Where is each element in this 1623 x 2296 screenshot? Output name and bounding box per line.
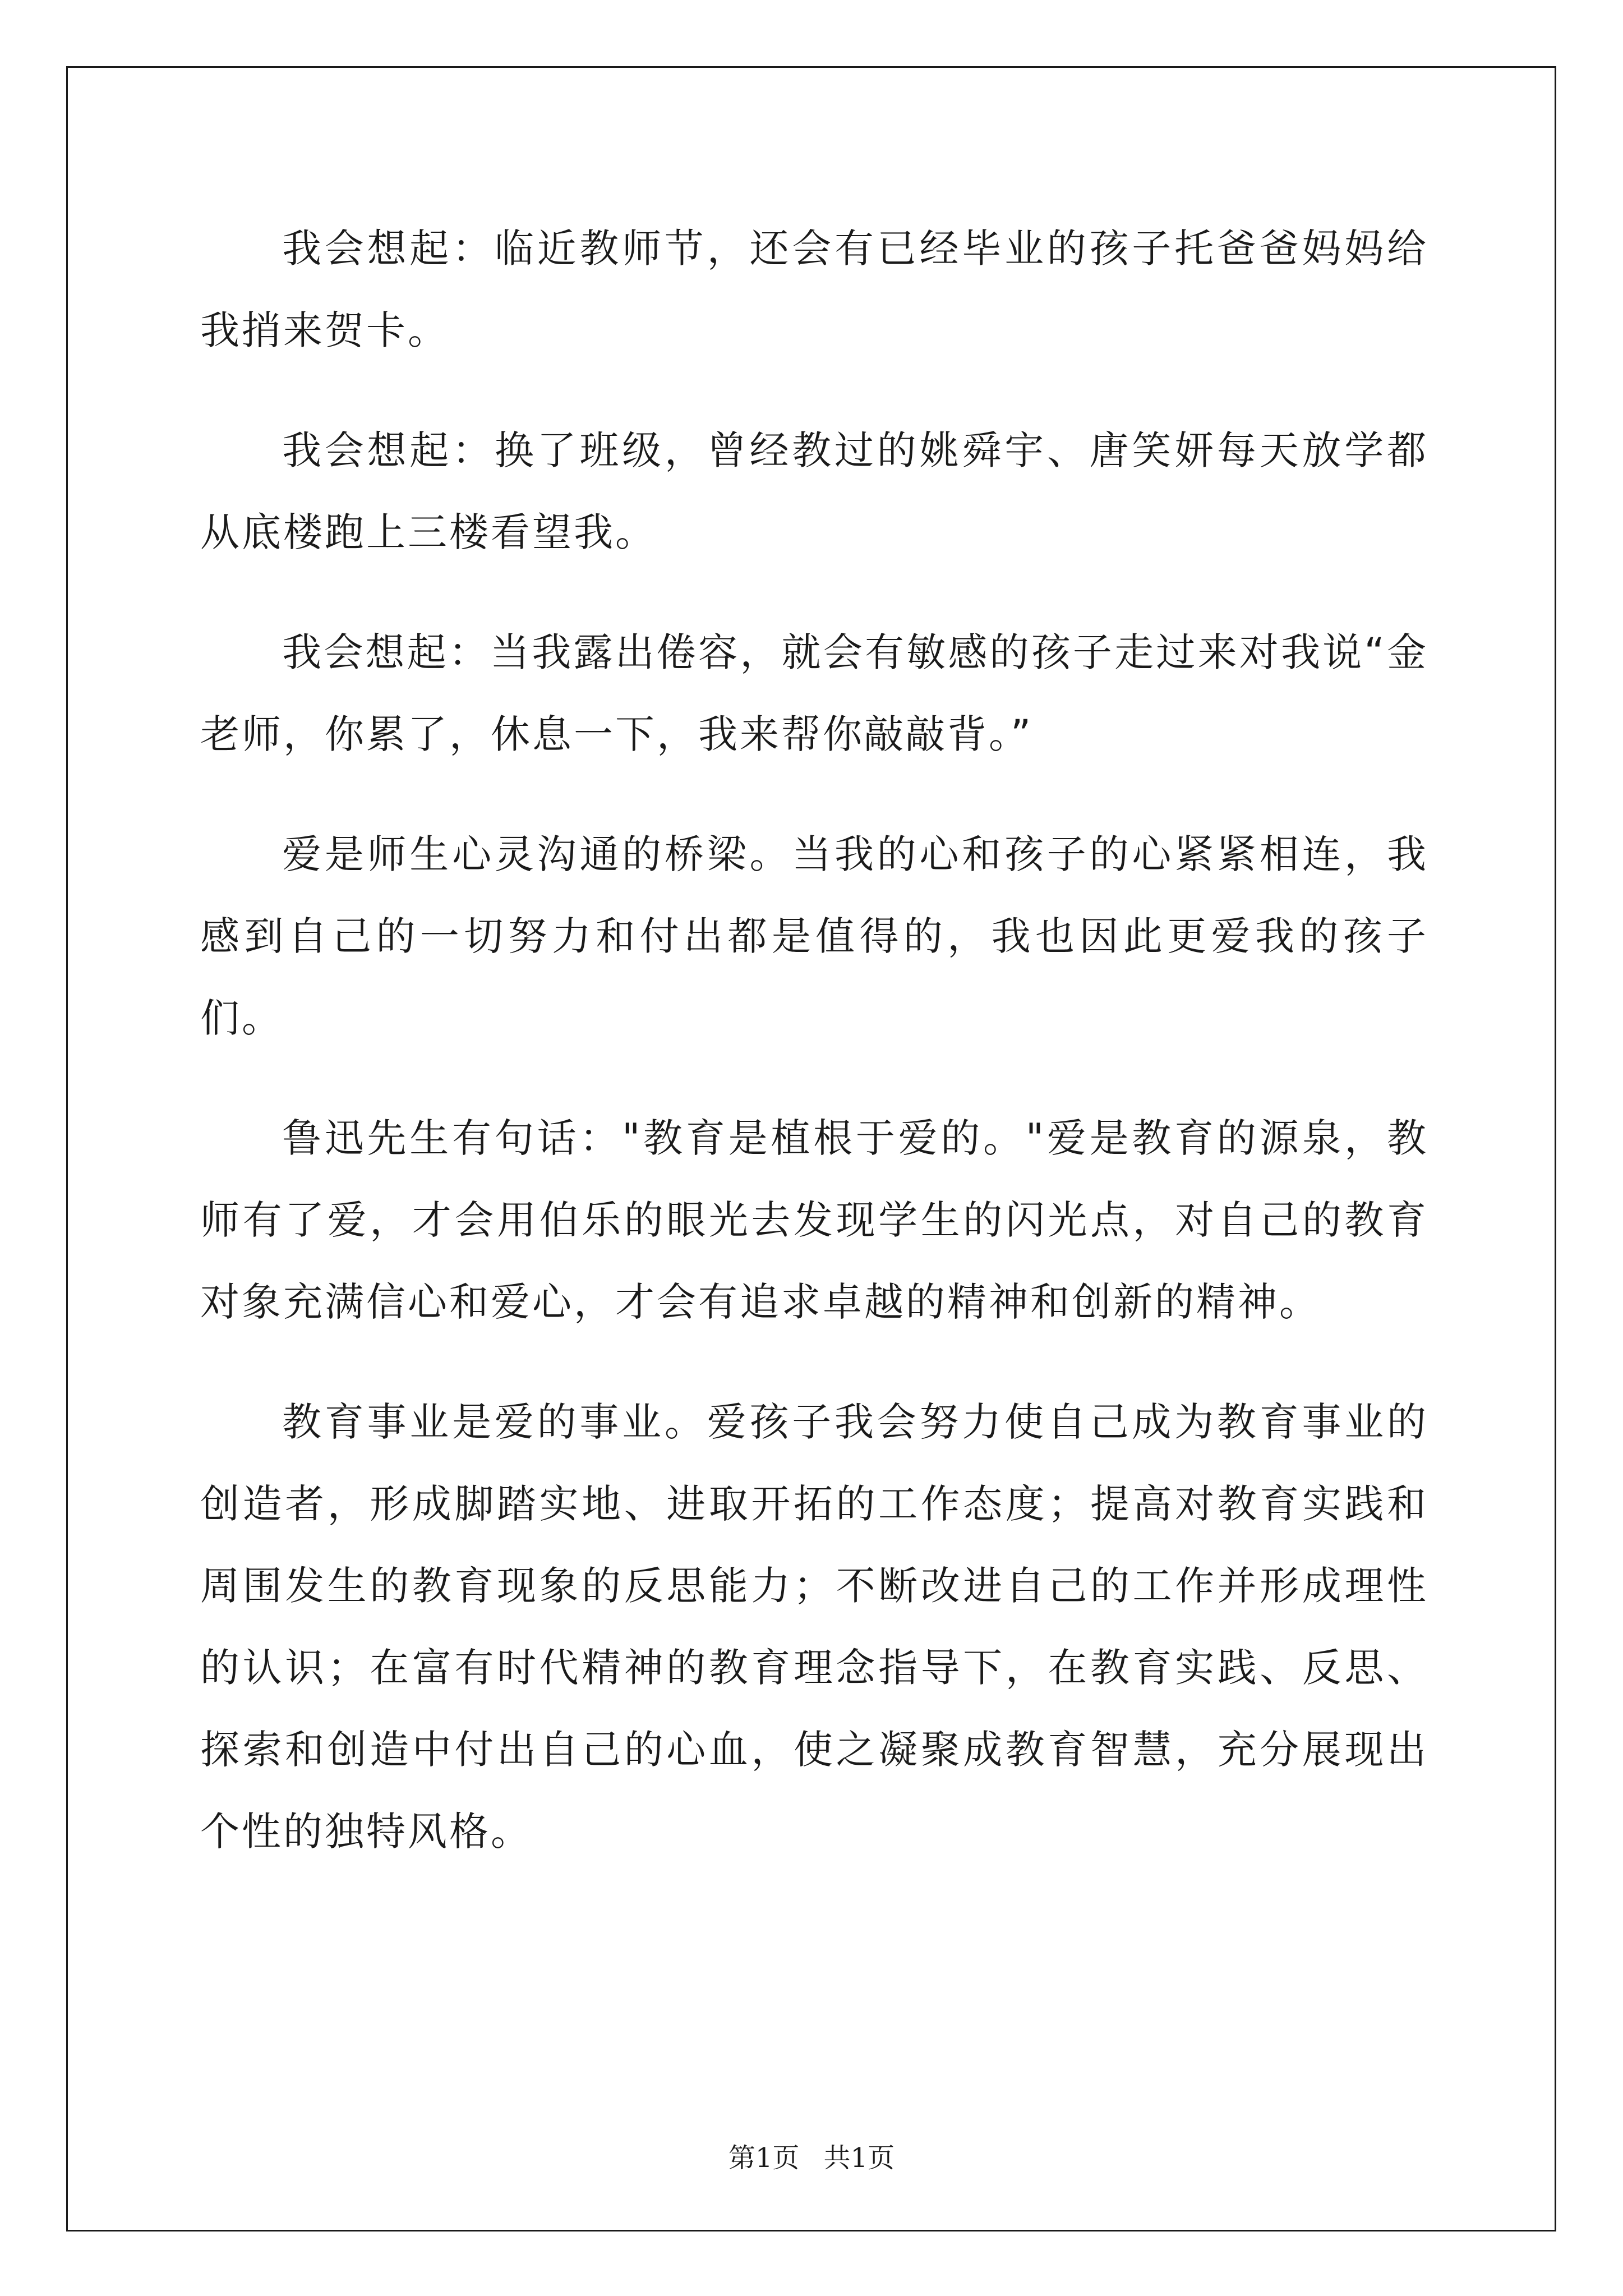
paragraph: 教育事业是爱的事业。爱孩子我会努力使自己成为教育事业的创造者，形成脚踏实地、进取开拓的工作态度；提高对教育实践和周围发生的教育现象的反思能力；不断改进自己的工作并形成理性的认识；在富有时代精神的教育理念指导下，在教育实践、反思、探索和创造中付出自己的心血，使之凝聚成教育智慧，充分展现出个性的独特风格。 xyxy=(200,1399,1428,1855)
page-number-current: 第1页 xyxy=(728,2142,800,2174)
paragraph: 我会想起：临近教师节，还会有已经毕业的孩子托爸爸妈妈给我捎来贺卡。 xyxy=(200,226,1428,353)
paragraph: 鲁迅先生有句话："教育是植根于爱的。"爱是教育的源泉，教师有了爱，才会用伯乐的眼光去发现学生的闪光点，对自己的教育对象充满信心和爱心，才会有追求卓越的精神和创新的精神。 xyxy=(200,1115,1428,1325)
paragraph: 爱是师生心灵沟通的桥梁。当我的心和孩子的心紧紧相连，我感到自己的一切努力和付出都是值得的，我也因此更爱我的孩子们。 xyxy=(200,831,1428,1041)
paragraph: 我会想起：换了班级，曾经教过的姚舜宇、唐笑妍每天放学都从底楼跑上三楼看望我。 xyxy=(200,427,1428,555)
page-number-total: 共1页 xyxy=(823,2142,895,2174)
document-body xyxy=(200,208,1428,1911)
paragraph: 我会想起：当我露出倦容，就会有敏感的孩子走过来对我说“金老师，你累了，休息一下，我来帮你敲敲背。” xyxy=(200,629,1428,757)
page-footer xyxy=(0,2136,1623,2175)
